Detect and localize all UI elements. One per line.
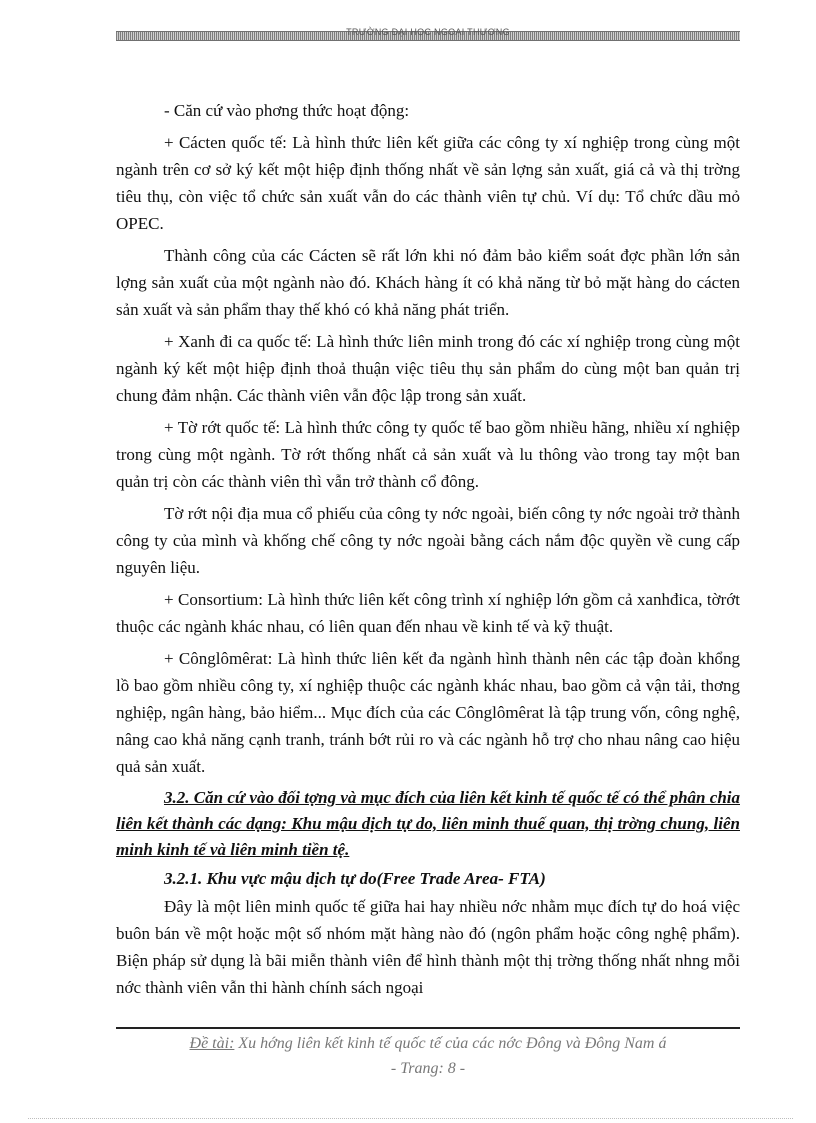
paragraph-3: Thành công của các Cácten sẽ rất lớn khi nó đảm bảo kiểm soát đợc phần lớn sản lợng sản xuất của một ngành nào đó. Khách hàng ít có khả năng từ bỏ mặt hàng do cácten sản xuất và sản phẩm thay thế khó có khả năng phát triển. <box>116 246 740 319</box>
header-text: TRƯỜNG ĐẠI HỌC NGOẠI THƯƠNG <box>346 27 510 37</box>
paragraph-7: + Consortium: Là hình thức liên kết công trình xí nghiệp lớn gồm cả xanhđica, tờrớt thuộc các ngành khác nhau, có liên quan đến nhau về kinh tế và kỹ thuật. <box>116 590 740 636</box>
subsection-heading: 3.2.1. Khu vực mậu dịch tự do(Free Trade Area- FTA) <box>164 869 546 888</box>
paragraph-4: + Xanh đi ca quốc tế: Là hình thức liên minh trong đó các xí nghiệp trong cùng một ngành ký kết một hiệp định thoả thuận việc tiêu thụ sản phẩm do cùng một ban quản trị chung đảm nhận. Các thành viên vẫn độc lập trong sản xuất. <box>116 332 740 405</box>
paragraph-6: Tờ rớt nội địa mua cổ phiếu của công ty nớc ngoài, biến công ty nớc ngoài trở thành công ty của mình và khống chế công ty nớc ngoài bằng cách nắm độc quyền về cung cấp nguyên liệu. <box>116 504 740 577</box>
document-content <box>116 97 740 1006</box>
paragraph-5: + Tờ rớt quốc tế: Là hình thức công ty quốc tế bao gồm nhiều hãng, nhiều xí nghiệp trong cùng một ngành. Tờ rớt thống nhất cả sản xuất và lu thông vào trong tay một ban quản trị còn các thành viên thì vẫn trở thành cổ đông. <box>116 418 740 491</box>
footer-label: Đề tài: <box>189 1035 235 1052</box>
page-number: - Trang: 8 - <box>390 1060 466 1077</box>
paragraph-2: + Cácten quốc tế: Là hình thức liên kết giữa các công ty xí nghiệp trong cùng một ngành trên cơ sở ký kết một hiệp định thống nhất về sản lợng sản xuất, giá cả và thị trờng tiêu thụ, còn việc tổ chức sản xuất vẫn do các thành viên tự chủ. Ví dụ: Tổ chức dầu mỏ OPEC. <box>116 133 740 233</box>
bottom-rule <box>116 1027 740 1029</box>
footer-topic: Xu hớng liên kết kinh tế quốc tế của các nớc Đông và Đông Nam á <box>234 1035 667 1052</box>
paragraph-last: Đây là một liên minh quốc tế giữa hai hay nhiều nớc nhằm mục đích tự do hoá việc buôn bán về một hoặc một số nhóm mặt hàng nào đó (ngôn phẩm hoặc công nghệ phẩm). Biện pháp sử dụng là bãi miễn thành viên để hình thành một thị trờng thống nhất nhng mỗi nớc thành viên vẫn thi hành chính sách ngoại <box>116 897 740 997</box>
page-border-bottom <box>28 1118 793 1119</box>
paragraph-8: + Cônglômêrat: Là hình thức liên kết đa ngành hình thành nên các tập đoàn khổng lồ bao gồm nhiều công ty, xí nghiệp thuộc các ngành khác nhau, bao gồm cả vận tải, thơng nghiệp, ngân hàng, bảo hiểm... Mục đích của các Cônglômêrat là tập trung vốn, công nghệ, nâng cao khả năng cạnh tranh, tránh bớt rủi ro và các ngành hỗ trợ cho nhau nâng cao hiệu quả sản xuất. <box>116 649 740 776</box>
paragraph-1: - Căn cứ vào phơng thức hoạt động: <box>164 101 410 120</box>
section-heading: 3.2. Căn cứ vào đối tợng và mục đích của liên kết kinh tế quốc tế có thể phân chia liên kết thành các dạng: Khu mậu dịch tự do, liên minh thuế quan, thị trờng chung, liên minh kinh tế và liên minh tiền tệ. <box>116 788 740 859</box>
footer-title <box>116 1033 740 1055</box>
